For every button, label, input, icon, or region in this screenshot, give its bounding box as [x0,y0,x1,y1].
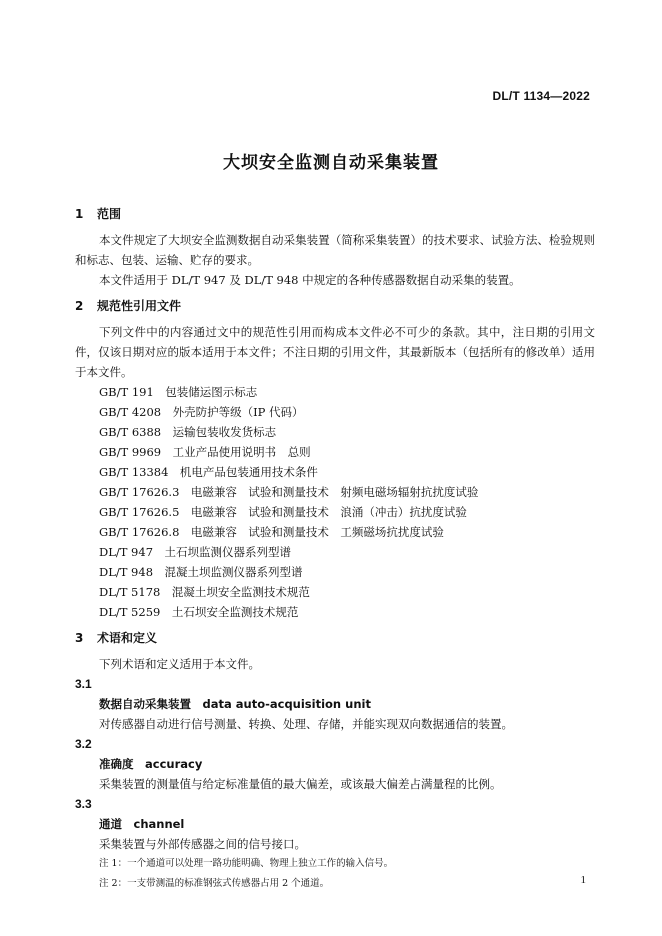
term-definition: 采集装置与外部传感器之间的信号接口。 [99,837,306,851]
term-number: 3.1 [75,677,92,691]
term-entry [75,734,595,794]
document-title: 大坝安全监测自动采集装置 [223,153,439,173]
reference-title: 电磁兼容 试验和测量技术 射频电磁场辐射抗扰度试验 [190,485,479,499]
reference-title: 电磁兼容 试验和测量技术 浪涌（冲击）抗扰度试验 [190,505,467,519]
note-1: 注 1：一个通道可以处理一路功能明确、物理上独立工作的输入信号。 [99,858,394,869]
term-entry [75,674,595,734]
reference-list [75,382,595,622]
reference-code: DL/T 5178 [99,585,161,599]
note-2: 注 2：一支带测温的标准钢弦式传感器占用 2 个通道。 [99,878,330,889]
reference-code: GB/T 13384 [99,465,169,479]
section-number: 1 [75,207,84,221]
reference-code: DL/T 948 [99,565,154,579]
scope-paragraph-1: 本文件规定了大坝安全监测数据自动采集装置（简称采集装置）的技术要求、试验方法、检验规则和标志、包装、运输、贮存的要求。 [75,233,595,267]
reference-item [99,382,595,402]
reference-item [99,422,595,442]
section-2-heading [75,296,595,316]
reference-title: 土石坝监测仪器系列型谱 [164,545,292,559]
section-number: 3 [75,631,84,645]
term-definition: 对传感器自动进行信号测量、转换、处理、存储，并能实现双向数据通信的装置。 [99,717,513,731]
term-name: 数据自动采集装置 data auto-acquisition unit [99,697,371,711]
reference-code: DL/T 947 [99,545,154,559]
reference-title: 混凝土坝安全监测技术规范 [171,585,310,599]
reference-item [99,542,595,562]
reference-item [99,582,595,602]
reference-item [99,462,595,482]
term-entry [75,794,595,854]
scope-paragraph-2: 本文件适用于 DL/T 947 及 DL/T 948 中规定的各种传感器数据自动采集的装置。 [99,273,521,287]
reference-title: 土石坝安全监测技术规范 [171,605,299,619]
reference-item [99,502,595,522]
section-1-heading [75,204,595,224]
section-title: 术语和定义 [97,631,158,645]
reference-item [99,562,595,582]
document-body [75,204,595,894]
reference-code: GB/T 9969 [99,445,162,459]
reference-item [99,402,595,422]
reference-title: 机电产品包装通用技术条件 [179,465,318,479]
reference-title: 工业产品使用说明书 总则 [172,445,311,459]
reference-code: GB/T 17626.3 [99,485,180,499]
reference-title: 包装储运图示标志 [165,385,258,399]
normative-references-paragraph: 下列文件中的内容通过文中的规范性引用而构成本文件必不可少的条款。其中，注日期的引用文件，仅该日期对应的版本适用于本文件；不注日期的引用文件，其最新版本（包括所有的修改单）适用于本文件。 [75,325,595,379]
reference-title: 外壳防护等级（IP 代码） [172,405,304,419]
reference-code: GB/T 191 [99,385,154,399]
reference-code: DL/T 5259 [99,605,161,619]
term-number: 3.3 [75,797,92,811]
reference-title: 运输包装收发货标志 [172,425,277,439]
term-name: 通道 channel [99,817,185,831]
reference-code: GB/T 4208 [99,405,162,419]
section-title: 规范性引用文件 [97,299,182,313]
section-title: 范围 [97,207,122,221]
reference-item [99,442,595,462]
reference-code: GB/T 6388 [99,425,162,439]
reference-item [99,522,595,542]
reference-title: 电磁兼容 试验和测量技术 工频磁场抗扰度试验 [190,525,444,539]
section-number: 2 [75,299,84,313]
reference-item [99,602,595,622]
section-3-heading [75,628,595,648]
standard-code: DL/T 1134—2022 [492,89,590,103]
term-definition: 采集装置的测量值与给定标准量值的最大偏差，或该最大偏差占满量程的比例。 [99,777,502,791]
term-name: 准确度 accuracy [99,757,203,771]
reference-code: GB/T 17626.5 [99,505,180,519]
page-number: 1 [580,874,586,886]
term-number: 3.2 [75,737,92,751]
terms-intro-paragraph: 下列术语和定义适用于本文件。 [99,657,260,671]
reference-title: 混凝土坝监测仪器系列型谱 [164,565,303,579]
reference-code: GB/T 17626.8 [99,525,180,539]
reference-item [99,482,595,502]
